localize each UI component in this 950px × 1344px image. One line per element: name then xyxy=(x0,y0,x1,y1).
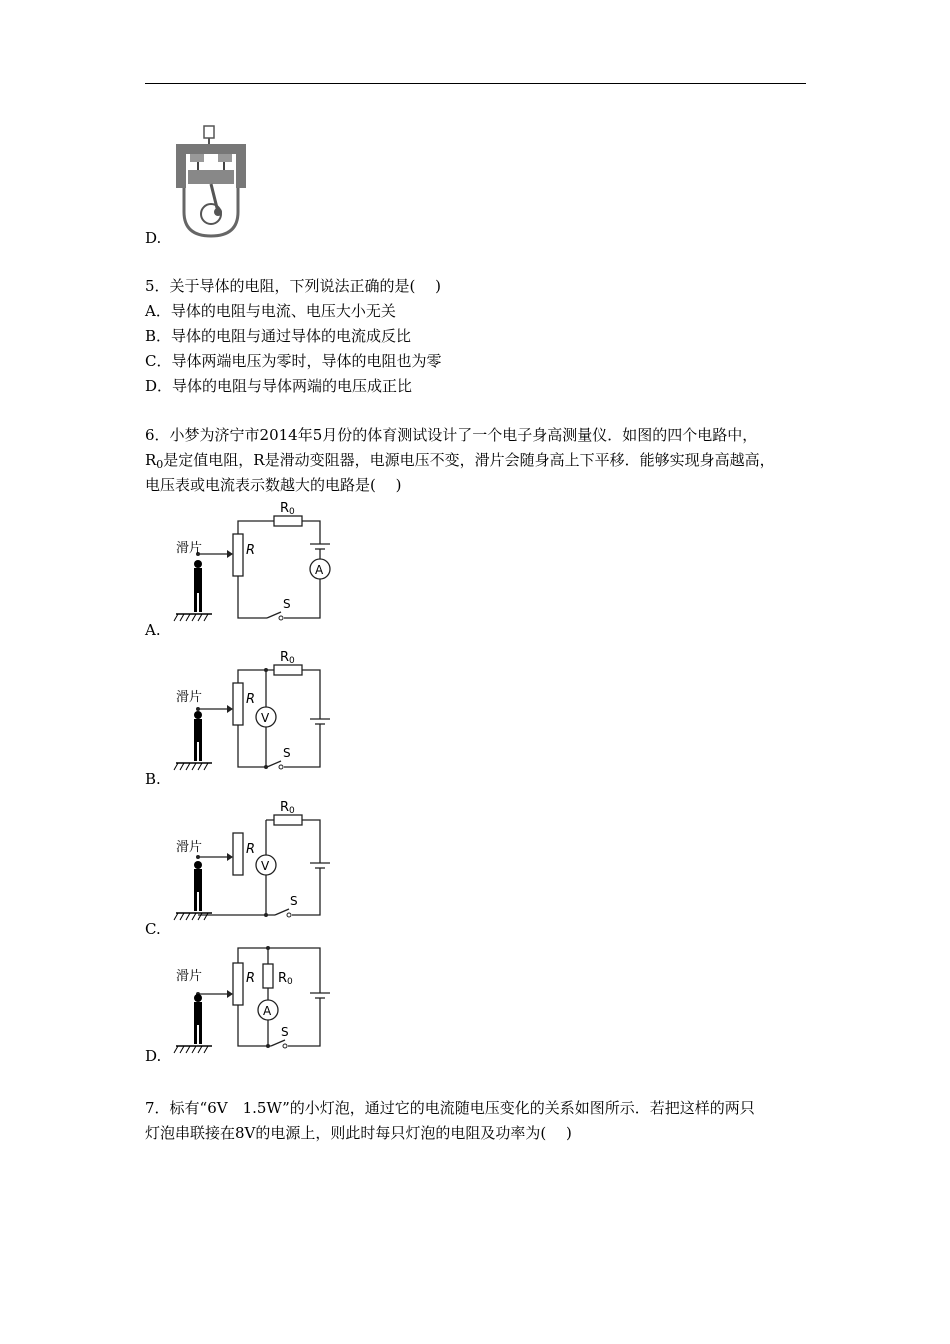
circuit-c-slider-label: 滑片 xyxy=(176,840,203,855)
circuit-d-r0-label: R xyxy=(278,971,288,986)
circuit-d-switch-label: S xyxy=(281,1025,289,1039)
circuit-a-slider-label: 滑片 xyxy=(176,541,203,556)
circuit-b-r0-label: R xyxy=(280,650,290,665)
circuit-b-voltmeter-label: V xyxy=(261,711,270,725)
circuit-b-switch-label: S xyxy=(283,746,291,760)
engine-stroke-figure xyxy=(168,124,254,244)
circuit-a-rheostat-label: R xyxy=(246,543,256,558)
q5-option-d: D．导体的电阻与导体两端的电压成正比 xyxy=(145,377,413,395)
circuit-c-switch-label: S xyxy=(290,894,298,908)
circuit-c-r0-sub: 0 xyxy=(289,806,295,816)
circuit-d-rheostat-label: R xyxy=(246,971,256,986)
q5-stem: 5．关于导体的电阻，下列说法正确的是( ) xyxy=(145,277,442,295)
q6-option-d-label: D. xyxy=(145,1047,162,1065)
circuit-a-switch-label: S xyxy=(283,597,291,611)
q6-option-c-label: C. xyxy=(145,920,161,938)
q6-stem-line2: $R_0$是定值电阻，R是滑动变阻器，电源电压不变，滑片会随身高上下平移．能够实现身高越高， xyxy=(145,451,775,471)
q5-option-b: B．导体的电阻与通过导体的电流成反比 xyxy=(145,327,412,345)
circuit-d-ammeter-label: A xyxy=(263,1004,272,1018)
circuit-b xyxy=(170,645,340,777)
header-rule xyxy=(145,83,806,84)
circuit-c-r0-label: R xyxy=(280,800,290,815)
q4-option-d-label: D. xyxy=(145,229,162,247)
circuit-b-rheostat-label: R xyxy=(246,692,256,707)
circuit-a-r0-label: R xyxy=(280,501,290,516)
q7-stem-line1: 7．标有“6V 1.5W”的小灯泡，通过它的电流随电压变化的关系如图所示．若把这样的两只 xyxy=(145,1099,755,1117)
circuit-b-r0-sub: 0 xyxy=(289,656,295,666)
circuit-d-r0-sub: 0 xyxy=(287,977,293,987)
circuit-d-slider-label: 滑片 xyxy=(176,969,203,984)
q6-stem-line1: 6．小梦为济宁市2014年5月份的体育测试设计了一个电子身高测量仪．如图的四个电路中， xyxy=(145,426,758,444)
circuit-a xyxy=(170,496,340,628)
q7-stem-line2: 灯泡串联接在8V的电源上，则此时每只灯泡的电阻及功率为( ) xyxy=(145,1124,572,1142)
circuit-c xyxy=(170,795,340,927)
circuit-d xyxy=(170,938,340,1058)
circuit-a-r0-sub: 0 xyxy=(289,507,295,517)
circuit-b-slider-label: 滑片 xyxy=(176,690,203,705)
circuit-a-ammeter-label: A xyxy=(315,563,324,577)
circuit-c-rheostat-label: R xyxy=(246,842,256,857)
q6-stem-line3: 电压表或电流表示数越大的电路是( ) xyxy=(145,476,402,494)
q6-option-a-label: A. xyxy=(145,621,161,639)
q5-option-a: A．导体的电阻与电流、电压大小无关 xyxy=(145,302,396,320)
circuit-c-voltmeter-label: V xyxy=(261,859,270,873)
q5-option-c: C．导体两端电压为零时，导体的电阻也为零 xyxy=(145,352,442,370)
q6-option-b-label: B. xyxy=(145,770,161,788)
